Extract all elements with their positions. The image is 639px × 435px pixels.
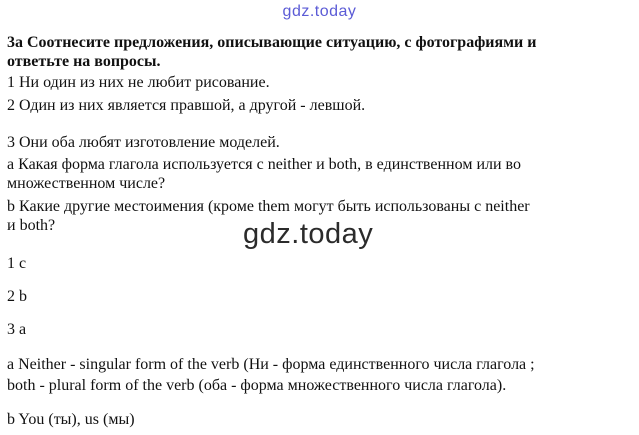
watermark-top: gdz.today — [282, 3, 357, 20]
task-title-line-2: ответьте на вопросы. — [7, 53, 161, 70]
answer-a-line-2: both - plural form of the verb (оба - форма множественного числа глагола). — [7, 377, 507, 394]
sentence-1: 1 Ни один из них не любит рисование. — [7, 74, 270, 91]
question-b-line-2: и both? — [7, 217, 56, 234]
watermark-middle: gdz.today — [243, 218, 374, 250]
answer-b: b You (ты), us (мы) — [7, 411, 135, 428]
answer-3: 3 a — [7, 321, 27, 338]
question-a-line-1: a Какая форма глагола используется с neither и both, в единственном или во — [7, 156, 521, 173]
answer-2: 2 b — [7, 288, 27, 305]
question-b-line-1: b Какие другие местоимения (кроме them могут быть использованы с neither — [7, 198, 530, 215]
answer-1: 1 c — [7, 255, 27, 272]
question-a-line-2: множественном числе? — [7, 175, 166, 192]
task-title-line-1: 3a Соотнесите предложения, описывающие ситуацию, с фотографиями и — [7, 34, 537, 51]
sentence-3: 3 Они оба любят изготовление моделей. — [7, 134, 280, 151]
sentence-2: 2 Один из них является правшой, а другой - левшой. — [7, 97, 366, 114]
answer-a-line-1: a Neither - singular form of the verb (Ни - форма единственного числа глагола ; — [7, 356, 535, 373]
